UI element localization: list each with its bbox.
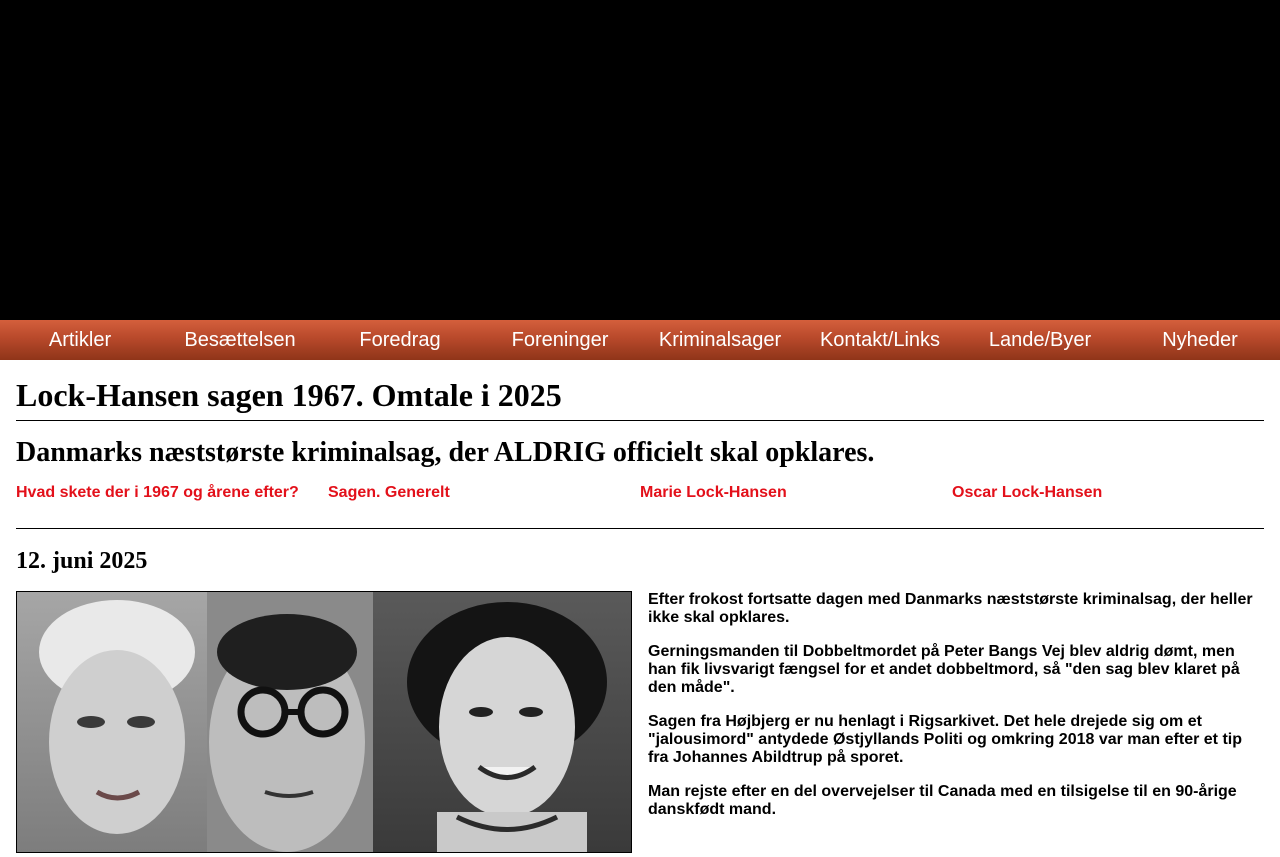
nav-item-kontakt-links[interactable]: Kontakt/Links [819, 329, 941, 351]
header-banner [0, 0, 1280, 320]
nav-item-foredrag[interactable]: Foredrag [359, 329, 441, 351]
nav-item-foreninger[interactable]: Foreninger [511, 329, 609, 351]
link-hvad-skete-der[interactable]: Hvad skete der i 1967 og årene efter? [16, 484, 299, 501]
article-text [648, 591, 1262, 835]
link-sagen-generelt[interactable]: Sagen. Generelt [328, 484, 450, 501]
link-marie-lock-hansen[interactable]: Marie Lock-Hansen [640, 484, 787, 501]
article-paragraph: Gerningsmanden til Dobbeltmordet på Peter Bangs Vej blev aldrig dømt, men han fik livsvarigt fængsel for et andet dobbeltmord, så "den sag blev klaret på den måde". [648, 643, 1240, 696]
nav-item-nyheder[interactable]: Nyheder [1162, 329, 1238, 351]
article-paragraph: Man rejste efter en del overvejelser til Canada med en tilsigelse til en 90-årige danskfødt mand. [648, 783, 1237, 818]
article-date: 12. juni 2025 [16, 548, 148, 574]
main-content [16, 360, 1264, 818]
article-photo [16, 591, 632, 853]
nav-item-lande-byer[interactable]: Lande/Byer [988, 329, 1092, 351]
nav-item-artikler[interactable]: Artikler [48, 329, 112, 351]
nav-item-kriminalsager[interactable]: Kriminalsager [658, 329, 782, 351]
page-title: Lock-Hansen sagen 1967. Omtale i 2025 [16, 377, 562, 413]
main-nav [0, 320, 1280, 360]
article-paragraph: Sagen fra Højbjerg er nu henlagt i Rigsarkivet. Det hele drejede sig om et "jalousimord" antydede Østjyllands Politi og omkring 2018 var man efter et tip fra Johannes Abildtrup på sporet. [648, 713, 1242, 766]
related-links [16, 477, 1264, 528]
article-paragraph: Efter frokost fortsatte dagen med Danmarks næststørste kriminalsag, der heller ikke skal opklares. [648, 591, 1253, 626]
nav-item-besaettelsen[interactable]: Besættelsen [184, 329, 296, 351]
page-subtitle: Danmarks næststørste kriminalsag, der ALDRIG officielt skal opklares. [16, 437, 875, 468]
link-oscar-lock-hansen[interactable]: Oscar Lock-Hansen [952, 484, 1103, 501]
